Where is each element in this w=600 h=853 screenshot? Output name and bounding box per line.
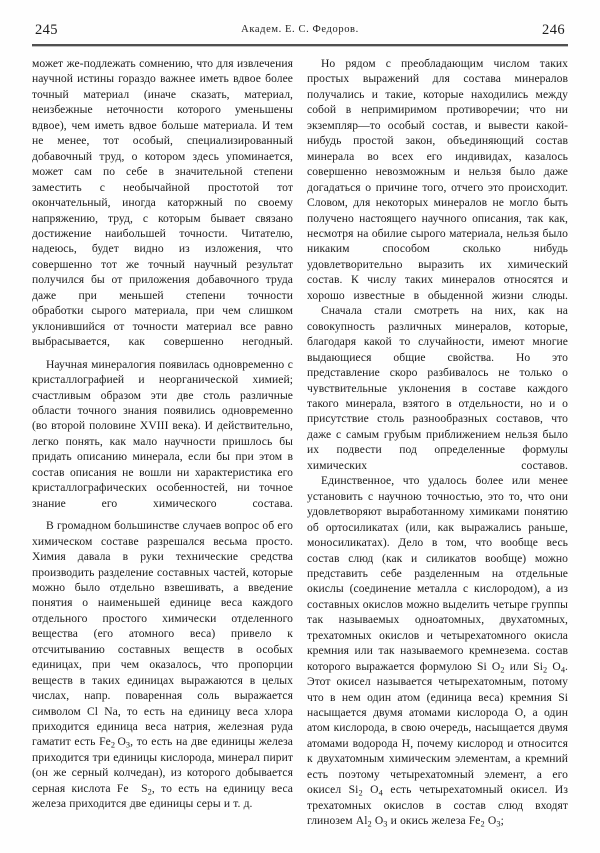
- paragraph-spacer: [32, 350, 293, 357]
- column-left: [32, 56, 293, 837]
- formula-alumina: $Al_2$ $O_3$: [355, 814, 388, 829]
- page-number-right: 246: [542, 22, 565, 38]
- paragraph: Но рядом с преобладающим числом таких простых выражений для состава минералов получались и такие, которые находились между собой в непримиримом противоречии; что ни экземпляр—то особый состав, и вывести какой-нибудь простой закон, объединяющий состав минерала во всех его индивидах, казалось совершенно невозможным и нельзя было даже догадаться о причине того, отчего это происходит. Словом, для некоторых минералов не могло быть получено настоящего научного описания, так как, несмотря на обилие сырого материала, нельзя было никаким способом сколько нибудь удовлетворительно выразить их химический состав. К числу таких минералов относятся и хорошо известные в обыденной жизни слюды.: [307, 57, 568, 302]
- paragraph: Единственное, что удалось более или менее установить с научною точностью, это то, что они удовлетворяют выработанному химиками понятию об ортосиликатах (или, как выражались раньше, моносиликатах). Дело в том, что вообще весь состав слюд (как и силикатов вообще) можно представить себе разделенным на отдельные окислы (соединение металла с кислородом), а из составных окислов можно выделить четыре группы так называемых одноатомных, двухатомных, трехатомных окислов и четырехатомного окисла кремния или так называемого кремнезема. состав которого выражается формулою Si $O_2$ или $Si_2$ $O_4$. Этот окисел называется четырехатомным, потому что в нем один атом (единица веса) кремния Si насыщается двумя атомами кислорода О, а один атом кислорода, в свою очередь, насыщается двумя атомами водорода Н, почему кислород и относится к двухатомным химическим элементам, а кремний есть поэтому четырехатомный элемент, а его окисел $Si_2$ $O_4$ есть четырехатомный окисел. Из трехатомных окислов в состав слюд входят глинозем $Al_2$ $O_3$ и окись железа $Fe_2$ $O_3$;: [307, 474, 568, 829]
- paragraph: может же-подлежать сомнению, что для извлечения научной истины гораздо важнее иметь вдвое более точный материал (иначе сказать, материал, неизбежные неточности которого уменьшены вдвое), чем иметь вдвое больше материала. И тем не менее, тот особый, специализированный добавочный труд, о котором здесь упоминается, может сам по себе в значительной степени заместить с необычайной простотой тот окончательный, иногда каторжный по своему напряжению, труд, с которым бывает связано достижение наибольшей точности. Читателю, надеюсь, будет видно из изложения, что совершенно тот же точный научный результат получился бы от приложения добавочного труда даже при меньшей степени точности обработки сырого материала, при чем слишком уклонившийся от точности материал все равно выбрасывается, как совершенно негодный.: [32, 57, 293, 349]
- formula-salt: Cl Na: [86, 704, 118, 718]
- paragraph: Научная минералогия появилась одновременно с кристаллографией и неорганической химией; счастливым образом эти две столь различные области точного знания появились одновременно (во второй половине XVIII века). И действительно, легко понять, как мало научности пришлось бы придать описанию минерала, если бы при этом в состав описания не вошли ни характеристика его кристаллографических особенностей, ни точное знание его химического состава.: [32, 357, 293, 510]
- formula-iron-oxide: $Fe_2$ $O_3$: [468, 814, 501, 829]
- running-head: [32, 22, 568, 44]
- column-right: [307, 56, 568, 837]
- paragraph-spacer: [32, 511, 293, 518]
- running-title: Академ. Е. С. Федоров.: [241, 24, 359, 35]
- paragraph: В громадном большинстве случаев вопрос об его химическом составе разрешался весьма просто. Химия давала в руки технические средства производить разделение составных частей, которые можно было отдельно взвешивать, а введение понятия о наименьшей единице веса каждого отдельного простого химически отделенного вещества (его атомного веса) привело к отсчитыванию составных веществ в особых единицах, при чем оказалось, что пропорции веществ в таких единицах выражаются в целых числах, напр. поваренная соль выражается символом Cl Na, то есть на единицу веса хлора приходится единица веса натрия, железная руда гаматит есть $Fe_2$ $O_3$, то есть на две единицы железа приходится три единицы кислорода, минерал пирит (он же серный колчедан), из которого добывается серная кислота Fe $S_2$, то есть на единицу веса железа приходится две единицы серы и т. д.: [32, 519, 293, 811]
- paragraph: Сначала стали смотреть на них, как на совокупность различных минералов, которые, благодаря какой то случайности, имеют многие выдающиеся общие свойства. Но это представление скоро разбивалось не только о чувствительные уклонения в составе каждого такого минерала, взятого в отдельности, но и о присутствие столь разнообразных составов, что даже с самым грубым приближением нельзя было их подвести под определенные формулы химических составов.: [307, 304, 568, 472]
- formula-silica-a: Si $O_2$: [477, 659, 505, 674]
- formula-pyrite: Fe $S_2$: [116, 781, 152, 797]
- body-columns: [32, 56, 568, 837]
- formula-silica-b: $Si_2$ $O_4$: [533, 659, 566, 674]
- header-rule: [32, 44, 568, 46]
- formula-hematite: $Fe_2$ $O_3$: [99, 735, 131, 750]
- formula-silica-c: $Si_2$ $O_4$: [348, 783, 383, 798]
- page-number-left: 245: [35, 22, 58, 38]
